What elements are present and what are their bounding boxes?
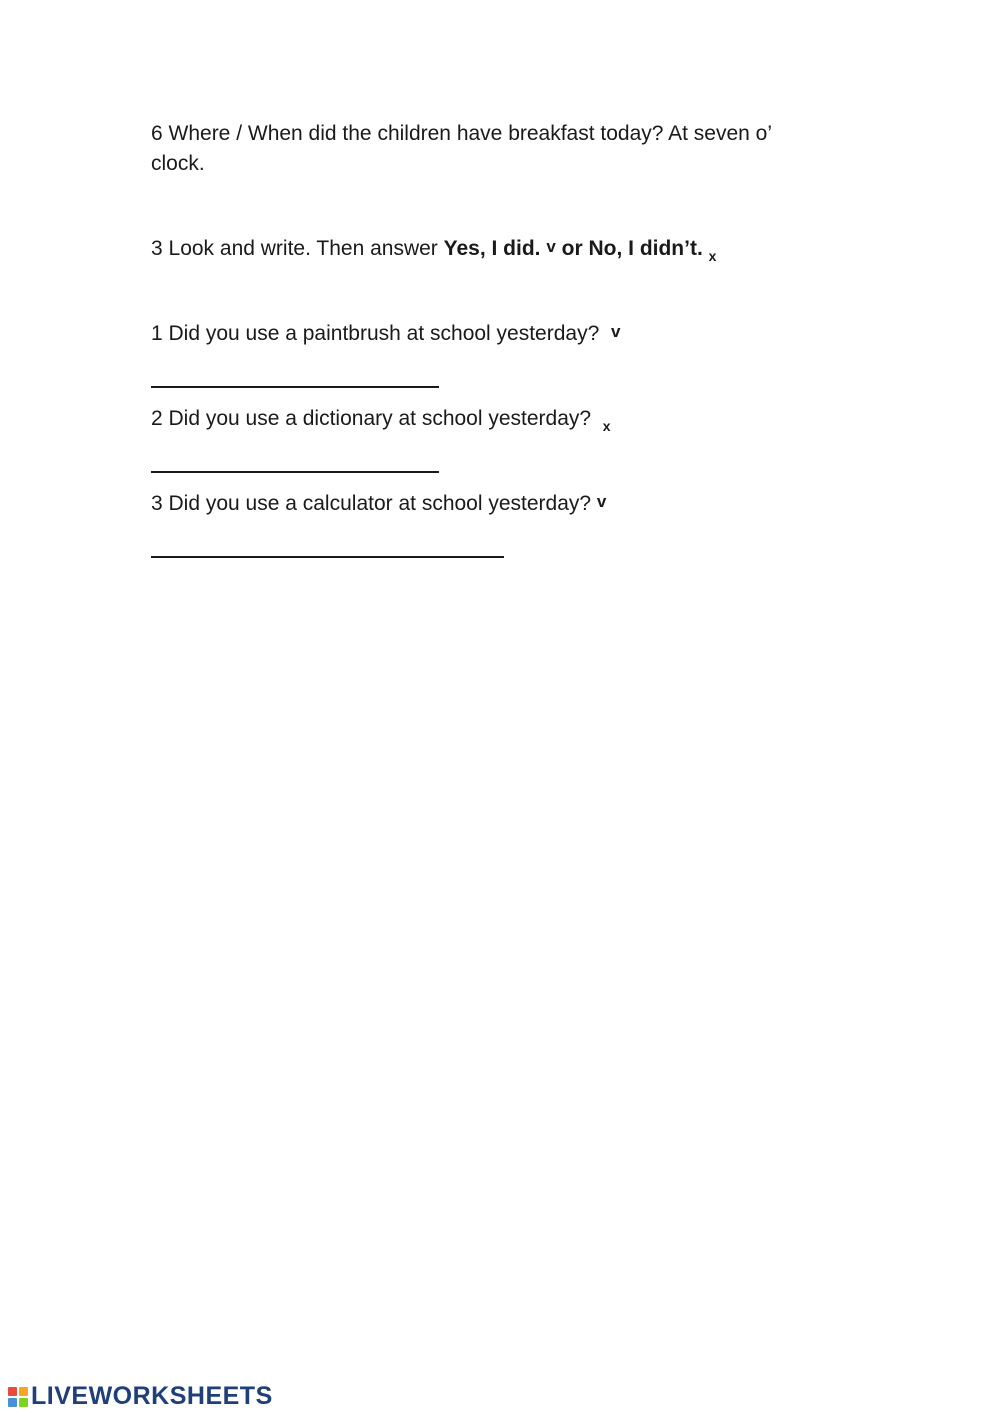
exercise3-intro: 3 Look and write. Then answer <box>151 237 444 260</box>
question-2 <box>151 404 611 435</box>
exercise3-instructions <box>151 234 716 265</box>
question-2-cross-icon: x <box>602 418 611 434</box>
question-1 <box>151 319 620 350</box>
question-1-tick-icon: v <box>610 322 621 341</box>
question-3-text: 3 Did you use a calculator at school yesterday? <box>151 492 592 515</box>
question-3-tick-icon: v <box>596 492 607 511</box>
yes-answer-label: Yes, I did. <box>443 237 541 260</box>
question-2-text: 2 Did you use a dictionary at school yesterday? <box>151 407 592 430</box>
question-3 <box>151 489 606 520</box>
item6-question-line2: clock. <box>151 152 205 175</box>
answer-line-3[interactable] <box>151 556 504 558</box>
logo-block-4 <box>19 1398 28 1407</box>
answer-line-2[interactable] <box>151 471 439 473</box>
logo-block-2 <box>19 1387 28 1396</box>
item6-question-line1: 6 Where / When did the children have breakfast today? At seven o’ <box>151 122 773 145</box>
tick-mark-icon: v <box>546 237 556 256</box>
answer-line-1[interactable] <box>151 386 439 388</box>
logo-block-1 <box>8 1387 17 1396</box>
logo-text: LIVEWORKSHEETS <box>31 1382 273 1410</box>
liveworksheets-logo <box>8 1382 273 1411</box>
cross-mark-icon: x <box>708 248 717 264</box>
no-answer-label: or No, I didn’t. <box>561 237 703 260</box>
logo-blocks-icon <box>8 1387 28 1407</box>
question-1-text: 1 Did you use a paintbrush at school yesterday? <box>151 322 600 345</box>
logo-block-3 <box>8 1398 17 1407</box>
